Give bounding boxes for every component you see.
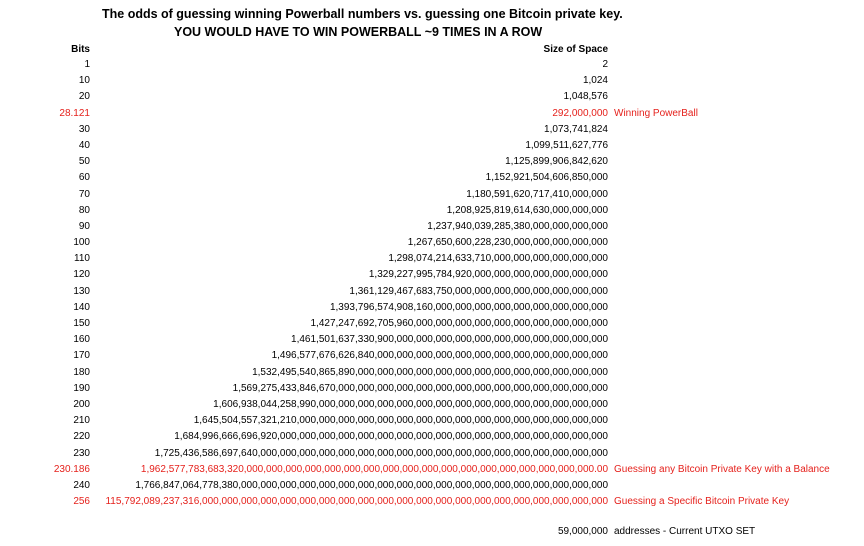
bits-value: 230 [73,447,90,459]
space-size-value: 1,684,996,666,696,920,000,000,000,000,000,000,000,000,000,000,000,000,000,000,000,000,000 [174,431,608,443]
space-size-value: 1,152,921,504,606,850,000 [485,172,608,184]
space-size-value: 1,427,247,692,705,960,000,000,000,000,000,000,000,000,000,000 [310,318,608,329]
bits-value: 140 [73,301,90,313]
space-size-value: 1,099,511,627,776 [525,139,608,151]
table-row [0,154,864,170]
space-size-value: 1,125,899,906,842,620 [505,156,608,168]
odds-table [0,57,864,510]
table-row [0,187,864,203]
bits-value: 210 [73,415,90,427]
table-row [0,332,864,348]
bits-value: 40 [78,139,90,151]
bits-value: 90 [78,220,90,232]
title-line-2: YOU WOULD HAVE TO WIN POWERBALL ~9 TIMES IN A ROW [174,25,543,39]
bits-value: 170 [73,350,90,362]
space-size-value: 1,180,591,620,717,410,000,000 [466,188,608,200]
utxo-note: addresses - Current UTXO SET [614,526,756,537]
table-row [0,106,864,122]
bits-value: 100 [73,237,90,249]
bits-value: 150 [73,318,90,329]
bits-value: 110 [74,253,90,265]
bits-value: 70 [78,188,90,200]
space-size-value: 1,569,275,433,846,670,000,000,000,000,000,000,000,000,000,000,000,000,000,000 [232,382,608,394]
bits-value: 60 [78,172,90,184]
row-annotation: Winning PowerBall [614,107,698,119]
table-row [0,478,864,494]
bits-value: 30 [78,123,90,135]
column-header-row [0,42,864,58]
bits-value: 200 [73,398,90,410]
table-row [0,57,864,73]
utxo-footer-row [0,524,864,540]
space-size-value: 1,073,741,824 [544,123,608,135]
utxo-count: 59,000,000 [557,526,608,537]
table-row [0,365,864,381]
space-size-value: 1,645,504,557,321,210,000,000,000,000,000,000,000,000,000,000,000,000,000,000,000,000 [193,415,608,427]
space-size-value: 115,792,089,237,316,000,000,000,000,000,000,000,000,000,000,000,000,000,000,000,000,000,000,000,000,000 [105,496,608,508]
bits-value: 130 [73,285,90,297]
table-row [0,397,864,413]
row-annotation: Guessing a Specific Bitcoin Private Key [614,496,790,508]
size-column-header: Size of Space [543,44,608,55]
row-annotation: Guessing any Bitcoin Private Key with a Balance [614,463,830,475]
space-size-value: 1,393,796,574,908,160,000,000,000,000,000,000,000,000,000 [329,301,608,313]
space-size-value: 1,208,925,819,614,630,000,000,000 [446,204,608,216]
table-row [0,251,864,267]
space-size-value: 1,298,074,214,633,710,000,000,000,000,000,000 [388,253,608,265]
space-size-value: 1,496,577,676,626,840,000,000,000,000,000,000,000,000,000,000,000,000 [271,350,608,362]
bits-value: 10 [78,75,90,87]
table-row [0,462,864,478]
bits-value: 180 [73,366,90,378]
table-row [0,300,864,316]
bits-value: 160 [73,334,90,346]
space-size-value: 2 [602,59,608,70]
table-row [0,235,864,251]
space-size-value: 1,766,847,064,778,380,000,000,000,000,000,000,000,000,000,000,000,000,000,000,000,000,000,000,000 [135,479,608,491]
space-size-value: 1,361,129,467,683,750,000,000,000,000,000,000,000,000 [349,285,608,297]
table-row [0,381,864,397]
bits-value: 120 [73,269,90,281]
space-size-value: 1,962,577,783,683,320,000,000,000,000,000,000,000,000,000,000,000,000,000,000,000,000,000,000.00 [140,463,608,475]
table-row [0,138,864,154]
table-row [0,348,864,364]
table-row [0,203,864,219]
bits-value: 28.121 [59,107,90,119]
table-row [0,122,864,138]
table-row [0,413,864,429]
bits-column-header: Bits [71,44,90,55]
table-row [0,170,864,186]
table-row [0,73,864,89]
bits-value: 230.186 [53,463,90,475]
space-size-value: 292,000,000 [552,107,608,119]
table-row [0,446,864,462]
bits-value: 240 [73,479,90,491]
bits-value: 220 [73,431,90,443]
table-row [0,284,864,300]
space-size-value: 1,461,501,637,330,900,000,000,000,000,000,000,000,000,000,000,000 [291,334,608,346]
table-row [0,267,864,283]
table-row [0,219,864,235]
space-size-value: 1,329,227,995,784,920,000,000,000,000,000,000,000 [368,269,608,281]
space-size-value: 1,048,576 [563,91,608,103]
table-row [0,429,864,445]
bits-value: 20 [78,91,90,103]
table-row [0,494,864,510]
bits-value: 190 [73,382,90,394]
space-size-value: 1,237,940,039,285,380,000,000,000,000 [427,220,608,232]
table-row [0,316,864,332]
table-row [0,89,864,105]
title-line-1: The odds of guessing winning Powerball numbers vs. guessing one Bitcoin private key. [102,7,623,21]
bits-value: 80 [78,204,90,216]
bits-value: 1 [84,59,90,70]
space-size-value: 1,606,938,044,258,990,000,000,000,000,000,000,000,000,000,000,000,000,000,000,000 [213,398,608,410]
space-size-value: 1,532,495,540,865,890,000,000,000,000,000,000,000,000,000,000,000,000,000 [252,366,608,378]
bits-value: 50 [78,156,90,168]
space-size-value: 1,024 [582,75,608,87]
space-size-value: 1,725,436,586,697,640,000,000,000,000,000,000,000,000,000,000,000,000,000,000,000,000,000,000 [154,447,608,459]
space-size-value: 1,267,650,600,228,230,000,000,000,000,000 [407,237,608,249]
bits-value: 256 [73,496,90,508]
